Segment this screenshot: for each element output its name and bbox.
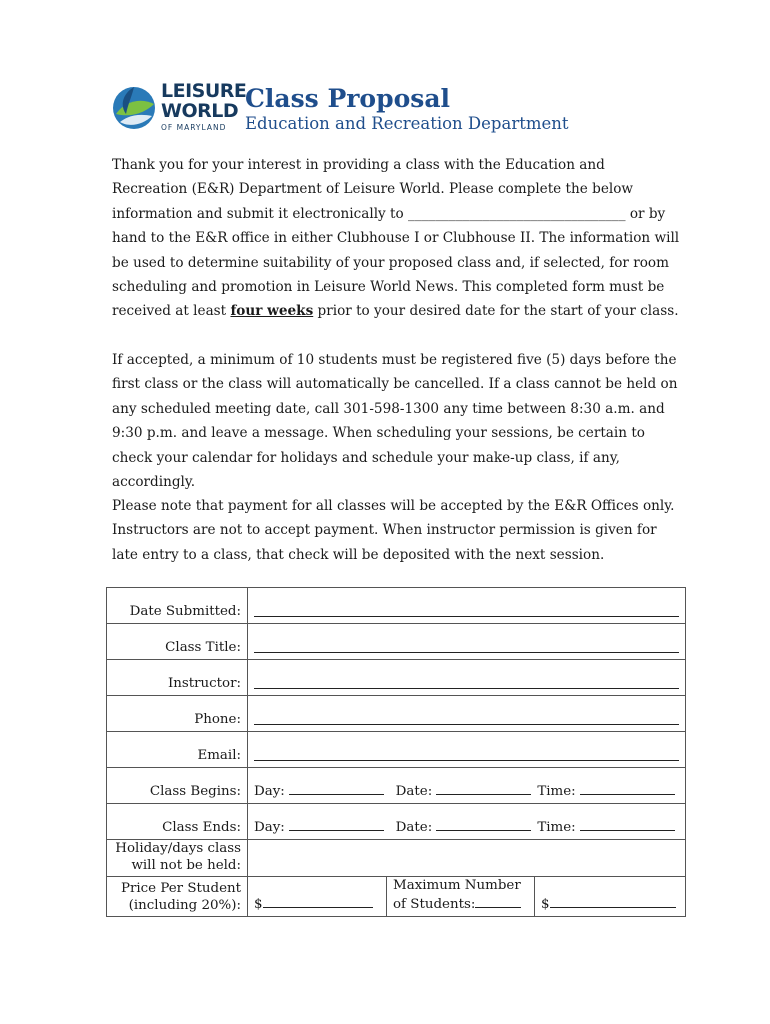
email-field[interactable] [254,746,679,761]
four-weeks-emphasis: four weeks [230,303,314,320]
date-submitted-label: Date Submitted: [107,588,248,624]
date-submitted-field[interactable] [254,602,679,617]
fee-cell [535,877,686,917]
holiday-label-line1: Holiday/days class [115,841,241,856]
ends-time-field[interactable] [580,818,675,831]
ends-date-label: Date: [395,820,433,835]
globe-leaf-icon [112,84,156,132]
begins-day-label: Day: [254,784,285,799]
logo-text-leisure: LEISURE [161,80,247,102]
logo-text-maryland: OF MARYLAND [161,123,227,132]
intro-p2-text: If accepted, a minimum of 10 students must be registered five (5) days before the first class or the class will automatically be cancelled. If a class cannot be held on any scheduled meeting date, call 301-598-1300 any time between 8:30 a.m. and 9:30 p.m. and leave a message. When scheduling your sessions, be certain to check your calendar for holidays and schedule your make-up class, if any, accordingly. [112,352,678,491]
logo-text-world: WORLD [161,100,239,122]
max-students-cell [387,877,535,917]
price-label-line1: Price Per Student [120,881,241,896]
intro-p1-tail: prior to your desired date for the start of your class. [313,303,679,320]
phone-field[interactable] [254,710,679,725]
intro-paragraph-3 [112,494,682,567]
holiday-label [107,840,248,877]
page-subtitle: Education and Recreation Department [245,114,569,133]
holiday-field[interactable] [248,840,686,877]
ends-time-label: Time: [537,820,576,835]
page-title: Class Proposal [245,84,451,113]
intro-p3-text: Please note that payment for all classes will be accepted by the E&R Offices only. Instructors are not to accept payment. When instructor permission is given for late entry to a class, that check will be deposited with the next session. [112,498,675,563]
price-label [107,877,248,917]
ends-date-field[interactable] [436,818,531,831]
price-dollar-sign: $ [254,897,263,912]
ends-day-label: Day: [254,820,285,835]
ends-day-field[interactable] [289,818,384,831]
price-field[interactable] [263,895,373,908]
begins-date-label: Date: [395,784,433,799]
fee-dollar-sign: $ [541,897,550,912]
class-title-label: Class Title: [107,624,248,660]
class-title-field[interactable] [254,638,679,653]
phone-label: Phone: [107,696,248,732]
max-students-field[interactable] [475,895,521,908]
max-students-line1: Maximum Number [393,878,521,893]
fee-field[interactable] [550,895,676,908]
max-students-line2: of Students: [393,897,476,912]
price-label-line2: (including 20%): [128,898,241,913]
instructor-field[interactable] [254,674,679,689]
begins-day-field[interactable] [289,782,384,795]
begins-time-label: Time: [537,784,576,799]
begins-date-field[interactable] [436,782,531,795]
price-cell [248,877,387,917]
proposal-form-table [106,587,686,917]
instructor-label: Instructor: [107,660,248,696]
class-ends-label: Class Ends: [107,804,248,840]
begins-time-field[interactable] [580,782,675,795]
intro-paragraph-2 [112,348,682,494]
intro-p1-text: Thank you for your interest in providing a class with the Education and Recreation (E&R) Department of Leisure World. Please complete the below information and submit it electronically to ________________________________ or by hand to the E&R office in either Clubhouse I or Clubhouse II. The information will be used to determine suitability of your proposed class and, if selected, for room scheduling and promotion in Leisure World News. This completed form must be received at least [112,157,680,320]
email-label: Email: [107,732,248,768]
intro-paragraph-1 [112,153,682,324]
class-begins-label: Class Begins: [107,768,248,804]
leisure-world-logo [112,80,247,136]
holiday-label-line2: will not be held: [131,858,241,873]
